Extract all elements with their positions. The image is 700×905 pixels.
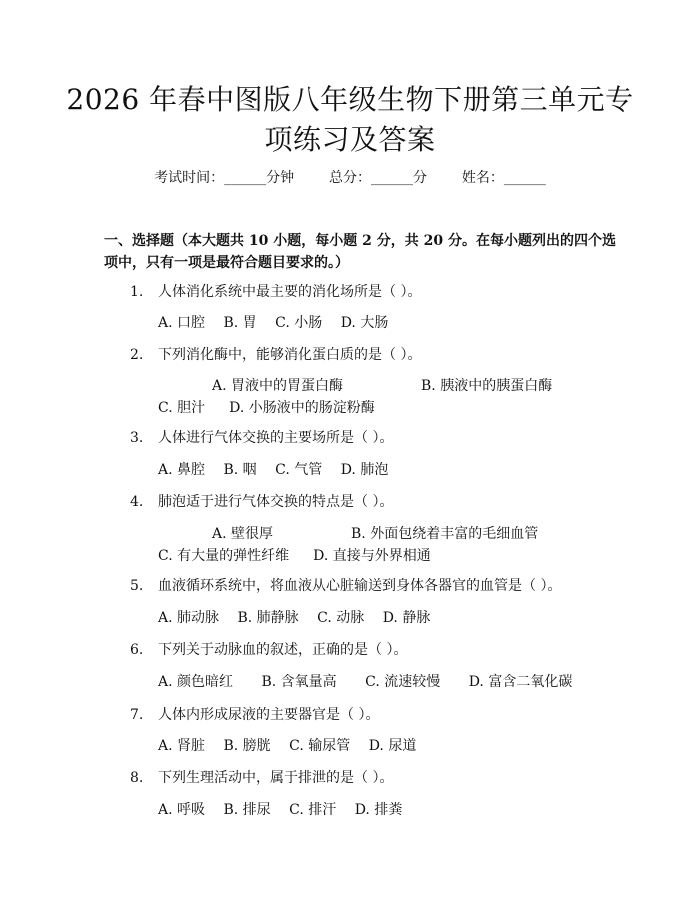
question-number: 6. bbox=[130, 642, 144, 658]
question-number: 5. bbox=[130, 578, 144, 594]
option-a: A. 胃液中的胃蛋白酶 bbox=[212, 378, 344, 394]
options-2 bbox=[104, 375, 584, 419]
question-number: 1. bbox=[130, 284, 144, 300]
options-6 bbox=[158, 672, 586, 692]
question-text: 下列关于动脉血的叙述，正确的是（ ）。 bbox=[158, 642, 408, 658]
option-a: A. 壁很厚 bbox=[212, 526, 274, 542]
option-c: C. 有大量的弹性纤维 bbox=[158, 548, 290, 564]
question-text: 血液循环系统中，将血液从心脏输送到身体各器官的血管是（ ）。 bbox=[158, 578, 562, 594]
question-text: 肺泡适于进行气体交换的特点是（ ）。 bbox=[158, 494, 394, 510]
name-blank: ______ bbox=[503, 170, 546, 186]
page-title: 2026 年春中图版八年级生物下册第三单元专项练习及答案 bbox=[66, 83, 634, 156]
option-d: D. 富含二氧化碳 bbox=[468, 674, 573, 690]
question-number: 8. bbox=[130, 770, 144, 786]
option-c: C. 输尿管 bbox=[289, 738, 351, 754]
time-blank: ______ bbox=[224, 170, 267, 186]
section-heading: 一、选择题（本大题共 10 小题，每小题 2 分，共 20 分。在每小题列出的四个选项中，只有一项是最符合题目要求的。） bbox=[104, 233, 616, 271]
options-1 bbox=[158, 313, 402, 333]
option-d: D. 排粪 bbox=[354, 802, 403, 818]
question-5 bbox=[130, 576, 561, 596]
option-c: C. 流速较慢 bbox=[365, 674, 441, 690]
option-d: D. 肺泡 bbox=[340, 462, 389, 478]
option-b: B. 含氧量高 bbox=[261, 674, 337, 690]
option-c: C. 动脉 bbox=[317, 610, 365, 626]
option-a: A. 口腔 bbox=[158, 315, 206, 331]
option-c: C. 排汗 bbox=[289, 802, 337, 818]
exam-info-line bbox=[0, 168, 700, 188]
option-a: A. 呼吸 bbox=[158, 802, 206, 818]
question-6 bbox=[130, 640, 407, 660]
score-blank: ______ bbox=[371, 170, 413, 186]
question-text: 人体进行气体交换的主要场所是（ ）。 bbox=[158, 430, 394, 446]
question-8 bbox=[130, 768, 393, 788]
name-label: 姓名： bbox=[461, 170, 504, 186]
option-a: A. 肺动脉 bbox=[158, 610, 220, 626]
option-b: B. 胰液中的胰蛋白酶 bbox=[421, 378, 553, 394]
question-text: 人体消化系统中最主要的消化场所是（ ）。 bbox=[158, 284, 422, 300]
options-5 bbox=[158, 608, 444, 628]
question-text: 人体内形成尿液的主要器官是（ ）。 bbox=[158, 707, 380, 723]
option-a: A. 颜色暗红 bbox=[158, 674, 234, 690]
option-d: D. 静脉 bbox=[382, 610, 431, 626]
option-c: C. 胆汁 bbox=[158, 400, 206, 416]
score-label: 总分： bbox=[329, 170, 371, 186]
option-c: C. 气管 bbox=[275, 462, 323, 478]
question-4 bbox=[130, 492, 393, 512]
option-a: A. 鼻腔 bbox=[158, 462, 206, 478]
question-7 bbox=[130, 705, 379, 725]
option-d: D. 直接与外界相通 bbox=[313, 548, 431, 564]
question-text: 下列消化酶中，能够消化蛋白质的是（ ）。 bbox=[158, 347, 422, 363]
question-2 bbox=[130, 345, 421, 365]
option-b: B. 胃 bbox=[223, 315, 257, 331]
options-4 bbox=[104, 523, 584, 567]
question-3 bbox=[130, 428, 393, 448]
option-b: B. 外面包绕着丰富的毛细血管 bbox=[351, 526, 539, 542]
option-b: B. 咽 bbox=[223, 462, 257, 478]
option-d: D. 大肠 bbox=[340, 315, 389, 331]
score-unit: 分 bbox=[413, 170, 427, 186]
question-number: 3. bbox=[130, 430, 144, 446]
options-7 bbox=[158, 736, 430, 756]
option-b: B. 膀胱 bbox=[223, 738, 271, 754]
question-number: 4. bbox=[130, 494, 144, 510]
question-number: 7. bbox=[130, 707, 144, 723]
time-label: 考试时间： bbox=[154, 170, 225, 186]
question-text: 下列生理活动中，属于排泄的是（ ）。 bbox=[158, 770, 394, 786]
option-b: B. 排尿 bbox=[223, 802, 271, 818]
options-8 bbox=[158, 800, 416, 820]
question-1 bbox=[130, 282, 421, 302]
option-d: D. 尿道 bbox=[368, 738, 417, 754]
options-3 bbox=[158, 460, 402, 480]
option-d: D. 小肠液中的肠淀粉酶 bbox=[229, 400, 375, 416]
time-unit: 分钟 bbox=[266, 170, 295, 186]
question-number: 2. bbox=[130, 347, 144, 363]
option-c: C. 小肠 bbox=[275, 315, 323, 331]
option-a: A. 肾脏 bbox=[158, 738, 206, 754]
option-b: B. 肺静脉 bbox=[237, 610, 299, 626]
